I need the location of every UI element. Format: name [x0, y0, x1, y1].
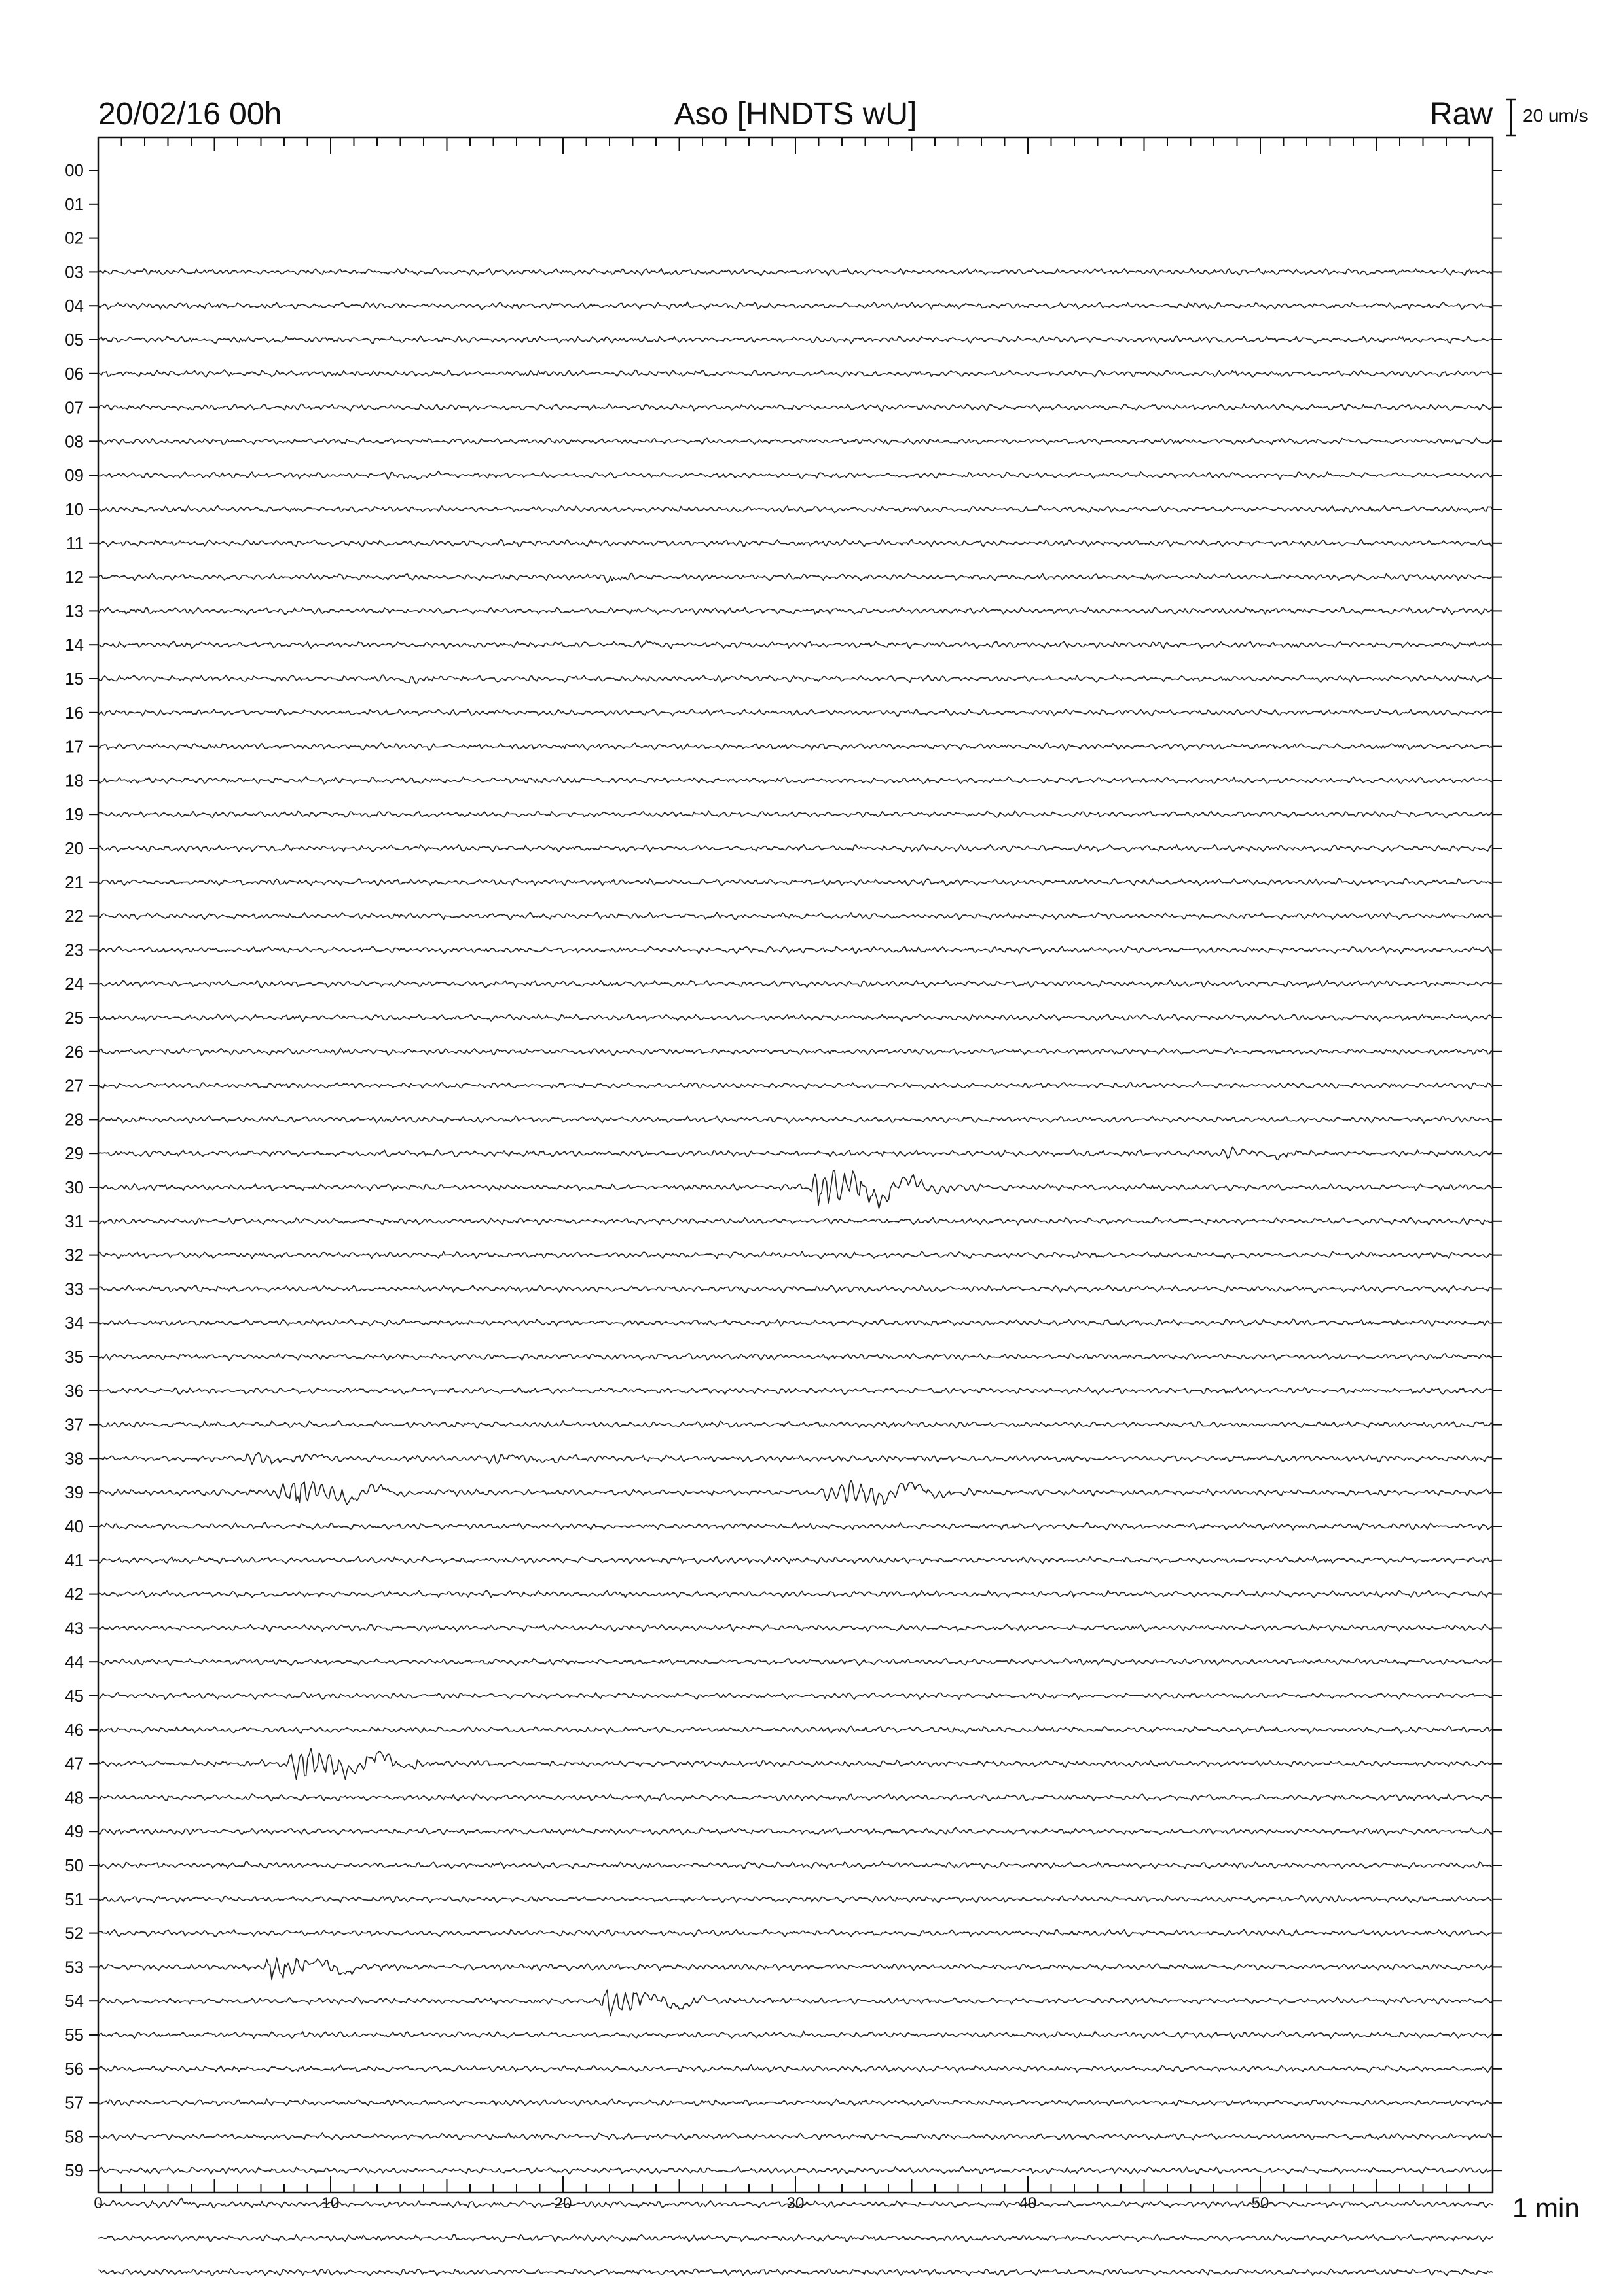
trace-line [98, 1828, 1493, 1835]
row-label: 16 [65, 702, 84, 723]
trace-line [98, 641, 1493, 649]
row-label: 54 [65, 1991, 84, 2011]
row-labels [65, 160, 84, 2180]
row-label: 40 [65, 1516, 84, 1536]
plot-frame [98, 137, 1493, 2193]
row-label: 04 [65, 296, 84, 316]
row-label: 59 [65, 2161, 84, 2181]
trace-line [98, 302, 1493, 310]
trace-line [98, 1659, 1493, 1666]
row-label: 01 [65, 194, 84, 214]
trace-line [98, 1353, 1493, 1360]
row-label: 18 [65, 770, 84, 791]
trace-line [98, 2166, 1493, 2174]
trace-line [98, 1387, 1493, 1394]
row-label: 09 [65, 465, 84, 486]
x-tick-label: 30 [786, 2195, 805, 2212]
row-label: 21 [65, 872, 84, 892]
trace-line [98, 1421, 1493, 1428]
row-label: 32 [65, 1245, 84, 1265]
trace-line [98, 336, 1493, 343]
row-label: 05 [65, 330, 84, 350]
row-label: 07 [65, 397, 84, 418]
row-label: 23 [65, 940, 84, 960]
trace-line [98, 1748, 1493, 1779]
row-label: 26 [65, 1041, 84, 1062]
amplitude-scale-label: 20 um/s [1523, 105, 1588, 126]
trace-line [98, 1590, 1493, 1598]
row-label: 44 [65, 1652, 84, 1672]
row-label: 22 [65, 906, 84, 926]
row-label: 31 [65, 1211, 84, 1231]
trace-line [98, 2133, 1493, 2140]
row-label: 51 [65, 1889, 84, 1909]
row-label: 46 [65, 1719, 84, 1740]
trace-line [98, 709, 1493, 716]
trace-line [98, 505, 1493, 512]
trace-line [98, 1556, 1493, 1564]
trace-line [98, 268, 1493, 276]
row-label: 30 [65, 1177, 84, 1197]
trace-line [98, 1082, 1493, 1089]
row-label: 53 [65, 1957, 84, 1977]
trace-line [98, 1990, 1493, 2015]
row-label: 34 [65, 1313, 84, 1333]
x-tick-label: 50 [1251, 2195, 1269, 2212]
amplitude-scale-bar [1506, 99, 1588, 135]
trace-line [98, 1285, 1493, 1293]
trace-line [98, 1147, 1493, 1160]
row-label: 38 [65, 1448, 84, 1469]
trace-line [98, 743, 1493, 750]
trace-line [98, 438, 1493, 445]
trace-line [98, 811, 1493, 818]
trace-line [98, 2269, 1493, 2276]
row-label: 14 [65, 635, 84, 655]
row-label: 10 [65, 499, 84, 519]
row-label: 13 [65, 601, 84, 621]
trace-line [98, 1048, 1493, 1056]
row-label: 03 [65, 262, 84, 282]
row-label: 24 [65, 974, 84, 994]
trace-line [98, 1861, 1493, 1869]
seismic-traces [98, 268, 1493, 2276]
row-label: 12 [65, 567, 84, 587]
trace-line [98, 1929, 1493, 1937]
trace-line [98, 471, 1493, 480]
trace-line [98, 2099, 1493, 2106]
trace-line [98, 1895, 1493, 1903]
row-label: 41 [65, 1550, 84, 1570]
row-label: 58 [65, 2126, 84, 2147]
x-tick-label: 0 [94, 2195, 103, 2212]
trace-line [98, 2031, 1493, 2038]
row-label: 27 [65, 1075, 84, 1096]
time-unit-label: 1 min [1512, 2193, 1580, 2223]
x-tick-label: 40 [1019, 2195, 1037, 2212]
row-label: 17 [65, 736, 84, 757]
trace-line [98, 607, 1493, 615]
trace-line [98, 1693, 1493, 1700]
row-label: 42 [65, 1584, 84, 1604]
row-label: 02 [65, 228, 84, 248]
row-label: 52 [65, 1923, 84, 1943]
row-label: 20 [65, 838, 84, 858]
date-hour-label: 20/02/16 00h [98, 97, 282, 132]
trace-line [98, 2234, 1493, 2242]
x-tick-label: 20 [554, 2195, 572, 2212]
row-label: 00 [65, 160, 84, 180]
trace-line [98, 539, 1493, 547]
trace-line [98, 675, 1493, 683]
trace-line [98, 980, 1493, 988]
row-label: 15 [65, 669, 84, 689]
row-label: 36 [65, 1380, 84, 1401]
trace-line [98, 1794, 1493, 1801]
trace-line [98, 1251, 1493, 1259]
trace-line [98, 1116, 1493, 1123]
trace-line [98, 1726, 1493, 1733]
trace-line [98, 777, 1493, 784]
station-title: Aso [HNDTS wU] [674, 97, 917, 132]
trace-line [98, 845, 1493, 852]
row-label: 35 [65, 1347, 84, 1367]
trace-line [98, 1624, 1493, 1632]
trace-line [98, 1014, 1493, 1022]
trace-line [98, 1480, 1493, 1505]
row-label: 11 [66, 533, 84, 553]
row-label: 28 [65, 1109, 84, 1130]
trace-line [98, 1522, 1493, 1530]
trace-line [98, 1319, 1493, 1326]
x-tick-label: 10 [321, 2195, 340, 2212]
trace-line [98, 912, 1493, 920]
row-label: 37 [65, 1414, 84, 1435]
row-label: 29 [65, 1143, 84, 1164]
row-label: 50 [65, 1856, 84, 1875]
frame-ticks [89, 137, 1502, 2193]
row-label: 48 [65, 1787, 84, 1808]
trace-line [98, 573, 1493, 582]
trace-line [98, 1170, 1493, 1208]
row-label: 43 [65, 1618, 84, 1638]
row-label: 55 [65, 2025, 84, 2045]
mode-label: Raw [1429, 97, 1493, 132]
trace-line [98, 878, 1493, 886]
trace-line [98, 946, 1493, 954]
row-label: 08 [65, 431, 84, 452]
trace-line [98, 370, 1493, 377]
row-label: 19 [65, 804, 84, 825]
row-label: 57 [65, 2092, 84, 2113]
row-label: 45 [65, 1686, 84, 1706]
row-label: 39 [65, 1482, 84, 1503]
trace-line [98, 2065, 1493, 2073]
row-label: 33 [65, 1279, 84, 1299]
row-label: 25 [65, 1008, 84, 1028]
row-label: 06 [65, 363, 84, 384]
row-label: 49 [65, 1821, 84, 1842]
row-label: 56 [65, 2058, 84, 2079]
trace-line [98, 1218, 1493, 1225]
trace-line [98, 404, 1493, 411]
row-label: 47 [65, 1753, 84, 1774]
trace-line [98, 1958, 1493, 1979]
trace-line [98, 1452, 1493, 1465]
